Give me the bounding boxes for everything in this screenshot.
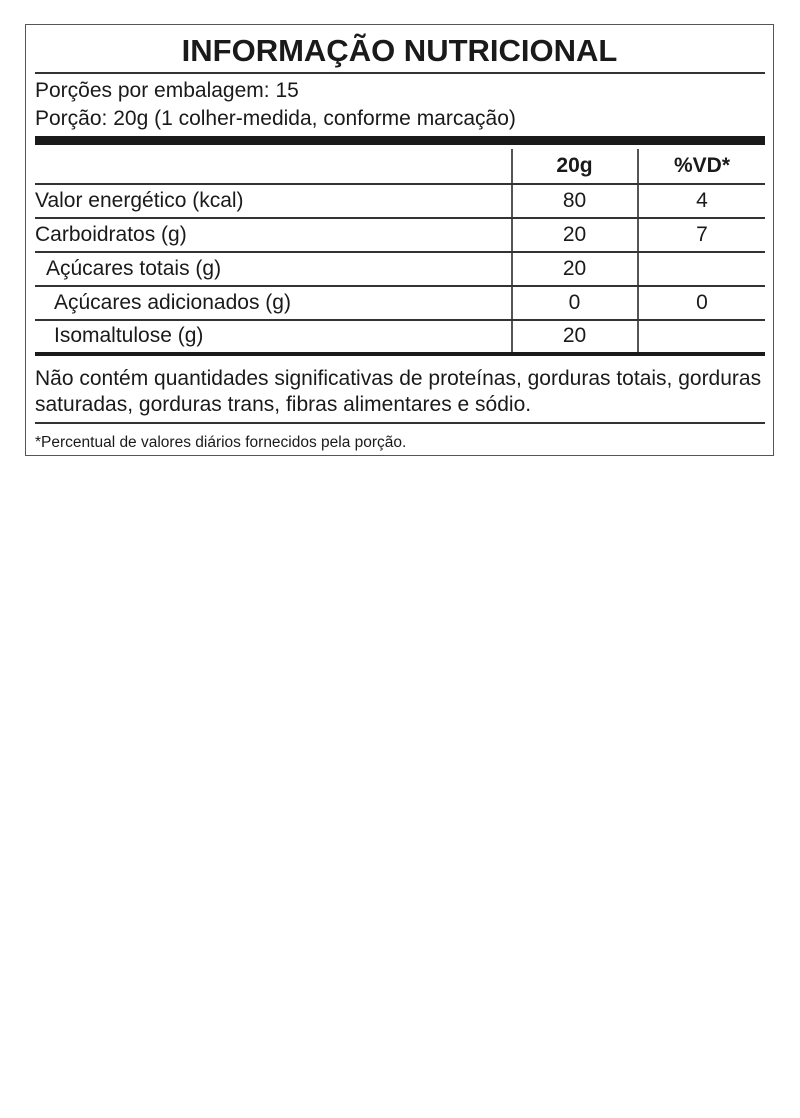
nutrient-amount-added-sugars: 0 [568,291,581,314]
thick-divider [35,136,765,145]
daily-value-footnote: *Percentual de valores diários fornecidos pela porção. [35,434,407,451]
row-divider [35,285,765,287]
nutrient-amount-isomaltulose: 20 [562,324,587,347]
servings-per-package: Porções por embalagem: 15 [35,79,299,102]
row-divider [35,319,765,321]
divider [35,72,765,74]
column-header-daily-value: %VD* [673,154,731,177]
divider [35,422,765,424]
nutrient-name-carbohydrates: Carboidratos (g) [35,223,187,246]
label-title: INFORMAÇÃO NUTRICIONAL [181,33,618,68]
not-significant-note: Não contém quantidades significativas de proteínas, gorduras totais, gorduras saturadas, gorduras trans, fibras alimentares e sódio. [35,367,762,416]
column-header-amount: 20g [556,154,593,177]
row-divider [35,251,765,253]
nutrient-name-energy: Valor energético (kcal) [35,189,244,212]
table-bottom-divider [35,352,765,356]
nutrient-name-added-sugars: Açúcares adicionados (g) [54,291,291,314]
serving-size: Porção: 20g (1 colher-medida, conforme marcação) [35,107,516,130]
nutrient-name-isomaltulose: Isomaltulose (g) [54,324,204,347]
nutrient-amount-total-sugars: 20 [562,257,587,280]
row-divider [35,183,765,185]
nutrient-dv-carbohydrates: 7 [696,223,708,246]
row-divider [35,217,765,219]
nutrient-amount-carbohydrates: 20 [562,223,587,246]
nutrient-dv-added-sugars: 0 [696,291,708,314]
nutrient-dv-energy: 4 [696,189,708,212]
nutrition-facts-label [25,24,774,456]
nutrient-amount-energy: 80 [562,189,587,212]
nutrient-name-total-sugars: Açúcares totais (g) [46,257,222,280]
